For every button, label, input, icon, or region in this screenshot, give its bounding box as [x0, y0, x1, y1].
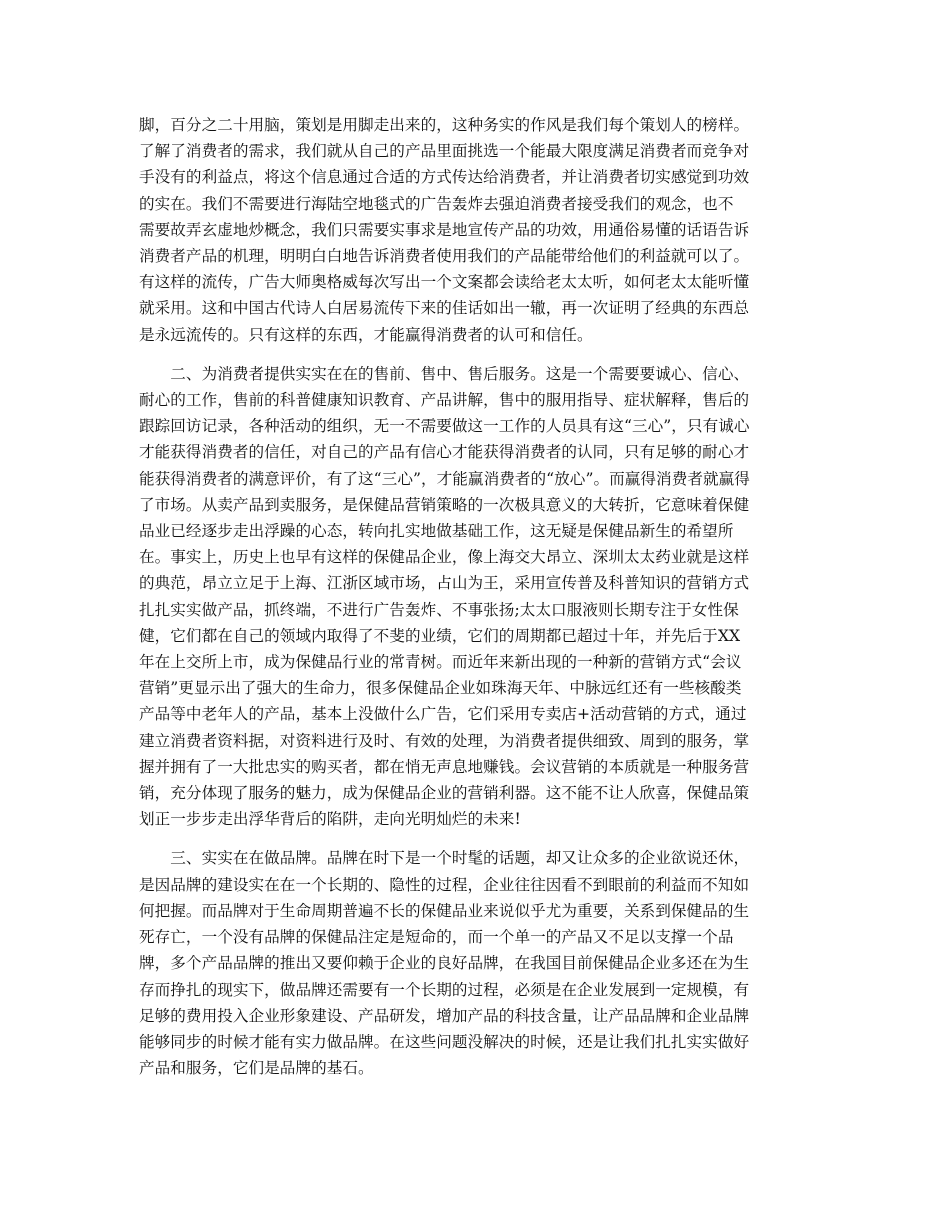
text-line: 跟踪回访记录，各种活动的组织，无一不需要做这一工作的人员具有这“三心”，只有诚心 [139, 417, 750, 436]
text-line: 品业已经逐步走出浮躁的心态，转向扎实地做基础工作，这无疑是保健品新生的希望所 [139, 522, 734, 541]
text-line: 二、为消费者提供实实在在的售前、售中、售后服务。这是一个需要要诚心、信心、 [139, 364, 750, 383]
text-line: 是永远流传的。只有这样的东西，才能赢得消费者的认可和信任。 [139, 325, 593, 344]
text-line: 手没有的利益点，将这个信息通过合适的方式传达给消费者，并让消费者切实感觉到功效 [139, 168, 750, 187]
text-line: 建立消费者资料据，对资料进行及时、有效的处理，为消费者提供细致、周到的服务，掌 [139, 731, 750, 750]
document-page [139, 112, 811, 1094]
text-line: 营销”更显示出了强大的生命力，很多保健品企业如珠海天年、中脉远红还有一些核酸类 [139, 679, 742, 698]
text-line: 才能获得消费者的信任，对自己的产品有信心才能获得消费者的认同，只有足够的耐心才 [139, 443, 750, 462]
text-line: 能获得消费者的满意评价，有了这“三心”，才能赢消费者的“放心”。而赢得消费者就赢得 [139, 469, 750, 488]
text-line: 有这样的流传，广告大师奥格威每次写出一个文案都会读给老太太听，如何老太太能听懂 [139, 273, 750, 292]
paragraph-2 [139, 361, 811, 833]
text-line: 耐心的工作，售前的科普健康知识教育、产品讲解，售中的服用指导、症状解释，售后的 [139, 391, 750, 410]
text-line: 产品等中老年人的产品，基本上没做什么广告，它们采用专卖店+活动营销的方式，通过 [139, 705, 747, 724]
text-line: 的实在。我们不需要进行海陆空地毯式的广告轰炸去强迫消费者接受我们的观念，也不 [139, 194, 734, 213]
text-line: 需要故弄玄虚地炒概念，我们只需要实事求是地宣传产品的功效，用通俗易懂的话语告诉 [139, 220, 750, 239]
text-line: 销，充分体现了服务的魅力，成为保健品企业的营销利器。这不能不让人欣喜，保健品策 [139, 784, 750, 803]
text-line: 能够同步的时候才能有实力做品牌。在这些问题没解决的时候，还是让我们扎扎实实做好 [139, 1032, 750, 1051]
text-line: 握并拥有了一大批忠实的购买者，都在悄无声息地赚钱。会议营销的本质就是一种服务营 [139, 757, 750, 776]
text-line: 了解了消费者的需求，我们就从自己的产品里面挑选一个能最大限度满足消费者而竞争对 [139, 142, 750, 161]
text-line: 脚，百分之二十用脑，策划是用脚走出来的，这种务实的作风是我们每个策划人的榜样。 [139, 116, 750, 134]
text-line: 死存亡，一个没有品牌的保健品注定是短命的，而一个单一的产品又不足以支撑一个品 [139, 928, 734, 947]
text-line: 存而挣扎的现实下，做品牌还需要有一个长期的过程，必须是在企业发展到一定规模，有 [139, 980, 750, 999]
paragraph-1 [139, 112, 811, 348]
text-line: 扎扎实实做产品，抓终端，不进行广告轰炸、不事张扬;太太口服液则长期专注于女性保 [139, 600, 739, 619]
text-line: 年在上交所上市，成为保健品行业的常青树。而近年来新出现的一种新的营销方式“会议 [139, 653, 742, 672]
text-line: 何把握。而品牌对于生命周期普遍不长的保健品业来说似乎尤为重要，关系到保健品的生 [139, 901, 750, 920]
text-line: 的典范，昂立立足于上海、江浙区域市场，占山为王，采用宣传普及科普知识的营销方式 [139, 574, 750, 593]
text-line: 三、实实在在做品牌。品牌在时下是一个时髦的话题，却又让众多的企业欲说还休， [139, 849, 750, 868]
text-line: 产品和服务，它们是品牌的基石。 [139, 1059, 374, 1078]
text-line: 是因品牌的建设实在在一个长期的、隐性的过程，企业往往因看不到眼前的利益而不知如 [139, 875, 750, 894]
text-line: 在。事实上，历史上也早有这样的保健品企业，像上海交大昂立、深圳太太药业就是这样 [139, 548, 750, 567]
text-line: 足够的费用投入企业形象建设、产品研发，增加产品的科技含量，让产品品牌和企业品牌 [139, 1006, 750, 1025]
text-line: 划正一步步走出浮华背后的陷阱，走向光明灿烂的未来! [139, 810, 521, 829]
text-line: 健，它们都在自己的领域内取得了不斐的业绩，它们的周期都已超过十年，并先后于XX [139, 626, 741, 645]
text-line: 消费者产品的机理，明明白白地告诉消费者使用我们的产品能带给他们的利益就可以了。 [139, 247, 750, 266]
text-line: 就采用。这和中国古代诗人白居易流传下来的佳话如出一辙，再一次证明了经典的东西总 [139, 299, 750, 318]
text-line: 牌，多个产品品牌的推出又要仰赖于企业的良好品牌，在我国目前保健品企业多还在为生 [139, 954, 750, 973]
text-line: 了市场。从卖产品到卖服务，是保健品营销策略的一次极具意义的大转折，它意味着保健 [139, 495, 750, 514]
paragraph-3 [139, 845, 811, 1081]
